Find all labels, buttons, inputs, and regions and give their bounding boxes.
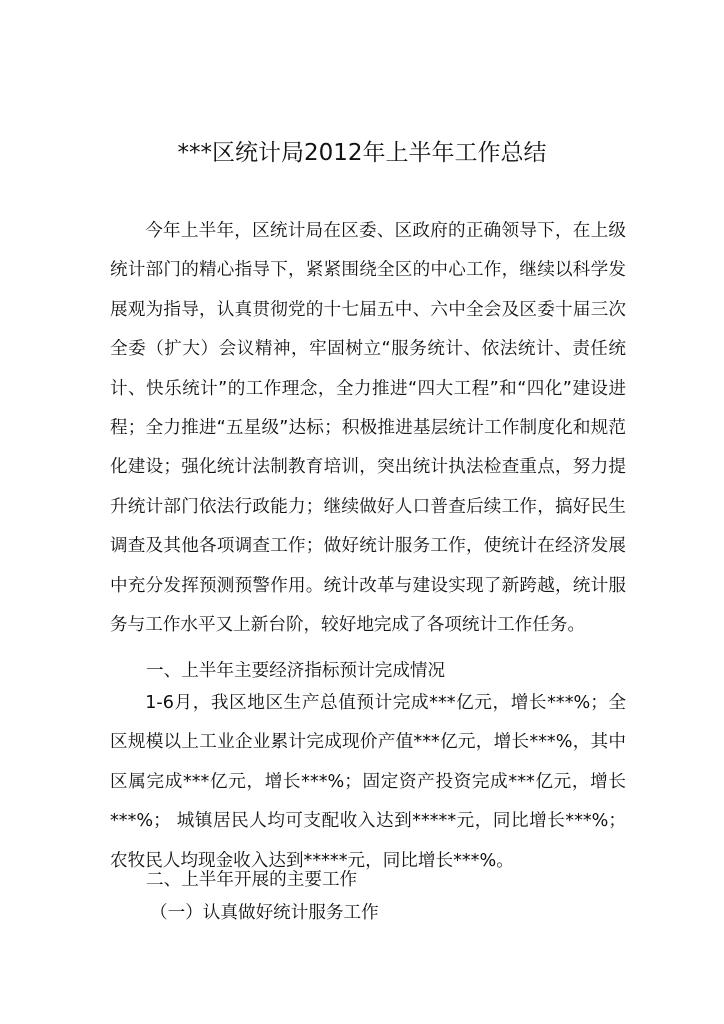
section-heading-1: 一、上半年主要经济指标预计完成情况	[146, 661, 446, 681]
document-title: ***区统计局2012年上半年工作总结	[177, 140, 547, 166]
section-heading-2: 二、上半年开展的主要工作	[146, 870, 358, 890]
intro-paragraph: 今年上半年，区统计局在区委、区政府的正确领导下，在上级统计部门的精心指导下，紧紧围绕全区的中心工作，继续以科学发展观为指导，认真贯彻党的十七届五中、六中全会及区委十届三次全委（扩大）会议精神，牢固树立“服务统计、依法统计、责任统计、快乐统计”的工作理念，全力推进“四大工程”和“四化”建设进程；全力推进“五星级”达标；积极推进基层统计工作制度化和规范化建设；强化统计法制教育培训，突出统计执法检查重点，努力提升统计部门依法行政能力；继续做好人口普查后续工作，搞好民生调查及其他各项调查工作；做好统计服务工作，使统计在经济发展中充分发挥预测预警作用。统计改革与建设实现了新跨越，统计服务与工作水平又上新台阶，较好地完成了各项统计工作任务。	[110, 221, 626, 636]
section1-paragraph: 1-6月，我区地区生产总值预计完成***亿元，增长***%；全区规模以上工业企业累计完成现价产值***亿元，增长***%，其中区属完成***亿元，增长***%；固定资产投资完成***亿元，增长***%； 城镇居民人均可支配收入达到*****元，同比增长***%；农牧民人均现金收入达到*****元，同比增长***%。	[110, 693, 626, 871]
subsection-heading-1: （一）认真做好统计服务工作	[150, 903, 379, 923]
